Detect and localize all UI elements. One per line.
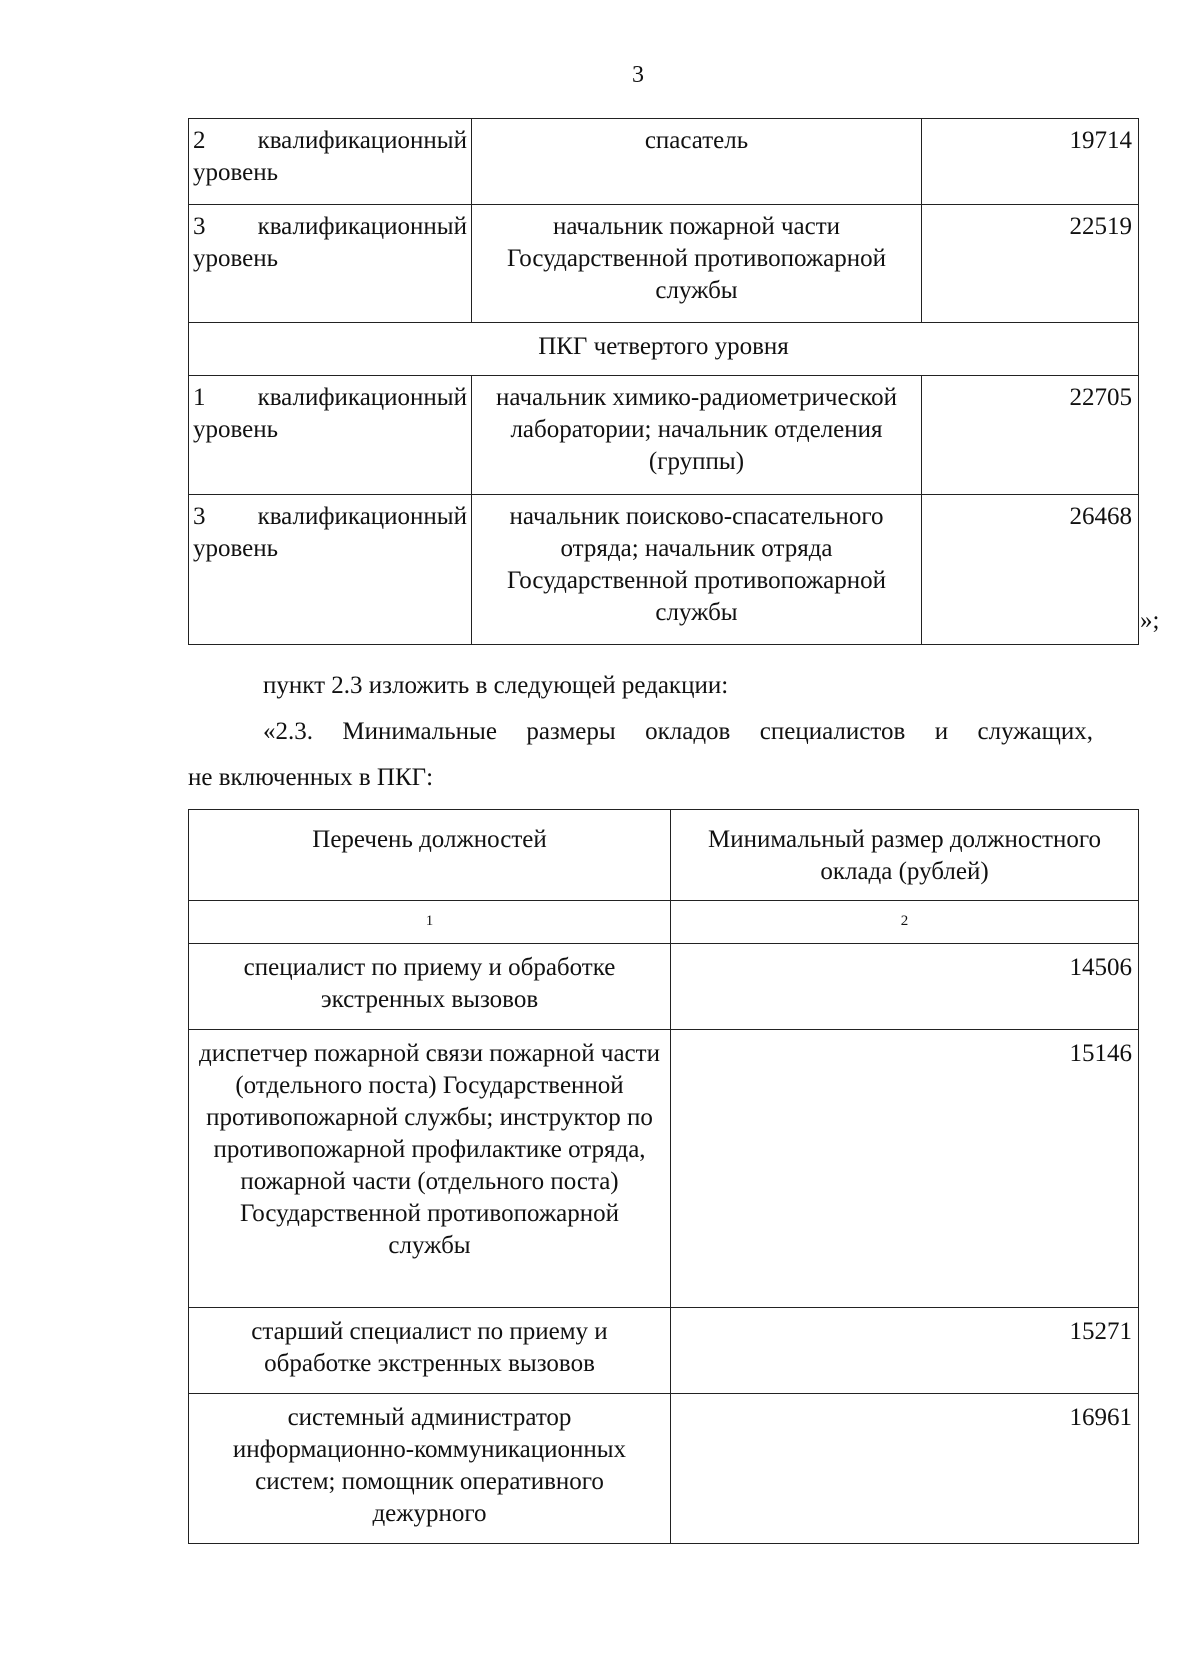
qualification-table	[188, 118, 1139, 645]
level-number: 3	[193, 503, 206, 530]
table-row	[189, 119, 1139, 205]
level-tail: уровень	[193, 159, 279, 186]
salary-cell: 14506	[671, 944, 1139, 1030]
table-row	[189, 1308, 1139, 1394]
position-cell: начальник химико-радиометрической лаборатории; начальник отделения (группы)	[472, 376, 922, 495]
level-tail: уровень	[193, 245, 279, 272]
table-row	[189, 205, 1139, 323]
header-positions: Перечень должностей	[189, 810, 671, 901]
level-word: квалификационный	[257, 213, 467, 240]
qualification-level-cell	[189, 205, 472, 323]
column-number: 1	[189, 901, 671, 944]
level-number: 2	[193, 127, 206, 154]
salary-cell: 26468	[922, 495, 1139, 645]
table-row	[189, 1394, 1139, 1544]
position-cell: спасатель	[472, 119, 922, 205]
position-name-cell: специалист по приему и обработке экстренных вызовов	[189, 944, 671, 1030]
salary-cell: 22519	[922, 205, 1139, 323]
level-word: квалификационный	[257, 384, 467, 411]
salary-cell: 15271	[671, 1308, 1139, 1394]
level-tail: уровень	[193, 416, 279, 443]
level-word: квалификационный	[257, 127, 467, 154]
page-number: 3	[632, 62, 644, 88]
position-cell: начальник поисково-спасательного отряда; начальник отряда Государственной противопожарной службы	[472, 495, 922, 645]
table-row	[189, 376, 1139, 495]
paragraph-section-title-cont: не включенных в ПКГ:	[188, 764, 434, 791]
closing-quote-mark: »;	[1140, 607, 1160, 634]
salary-cell: 16961	[671, 1394, 1139, 1544]
table-row	[189, 944, 1139, 1030]
salary-cell: 15146	[671, 1030, 1139, 1308]
table-row	[189, 1030, 1139, 1308]
group-title: ПКГ четвертого уровня	[189, 323, 1139, 376]
header-salary: Минимальный размер должностного оклада (рублей)	[671, 810, 1139, 901]
level-tail: уровень	[193, 535, 279, 562]
column-number-row	[189, 901, 1139, 944]
qualification-level-cell	[189, 376, 472, 495]
qualification-level-cell	[189, 119, 472, 205]
paragraph-amendment: пункт 2.3 изложить в следующей редакции:	[263, 672, 729, 699]
salary-cell: 19714	[922, 119, 1139, 205]
level-word: квалификационный	[257, 503, 467, 530]
position-cell: начальник пожарной части Государственной противопожарной службы	[472, 205, 922, 323]
paragraph-section-title: «2.3. Минимальные размеры окладов специалистов и служащих,	[263, 718, 1093, 745]
position-name-cell: диспетчер пожарной связи пожарной части (отдельного поста) Государственной противопожарной службы; инструктор по противопожарной профилактике отряда, пожарной части (отдельного поста) Государственной противопожарной службы	[189, 1030, 671, 1308]
group-row	[189, 323, 1139, 376]
salary-cell: 22705	[922, 376, 1139, 495]
qualification-level-cell	[189, 495, 472, 645]
position-name-cell: системный администратор информационно-коммуникационных систем; помощник оперативного дежурного	[189, 1394, 671, 1544]
position-name-cell: старший специалист по приему и обработке экстренных вызовов	[189, 1308, 671, 1394]
table-row	[189, 495, 1139, 645]
salary-table	[188, 809, 1139, 1544]
table-header-row	[189, 810, 1139, 901]
column-number: 2	[671, 901, 1139, 944]
level-number: 3	[193, 213, 206, 240]
level-number: 1	[193, 384, 206, 411]
